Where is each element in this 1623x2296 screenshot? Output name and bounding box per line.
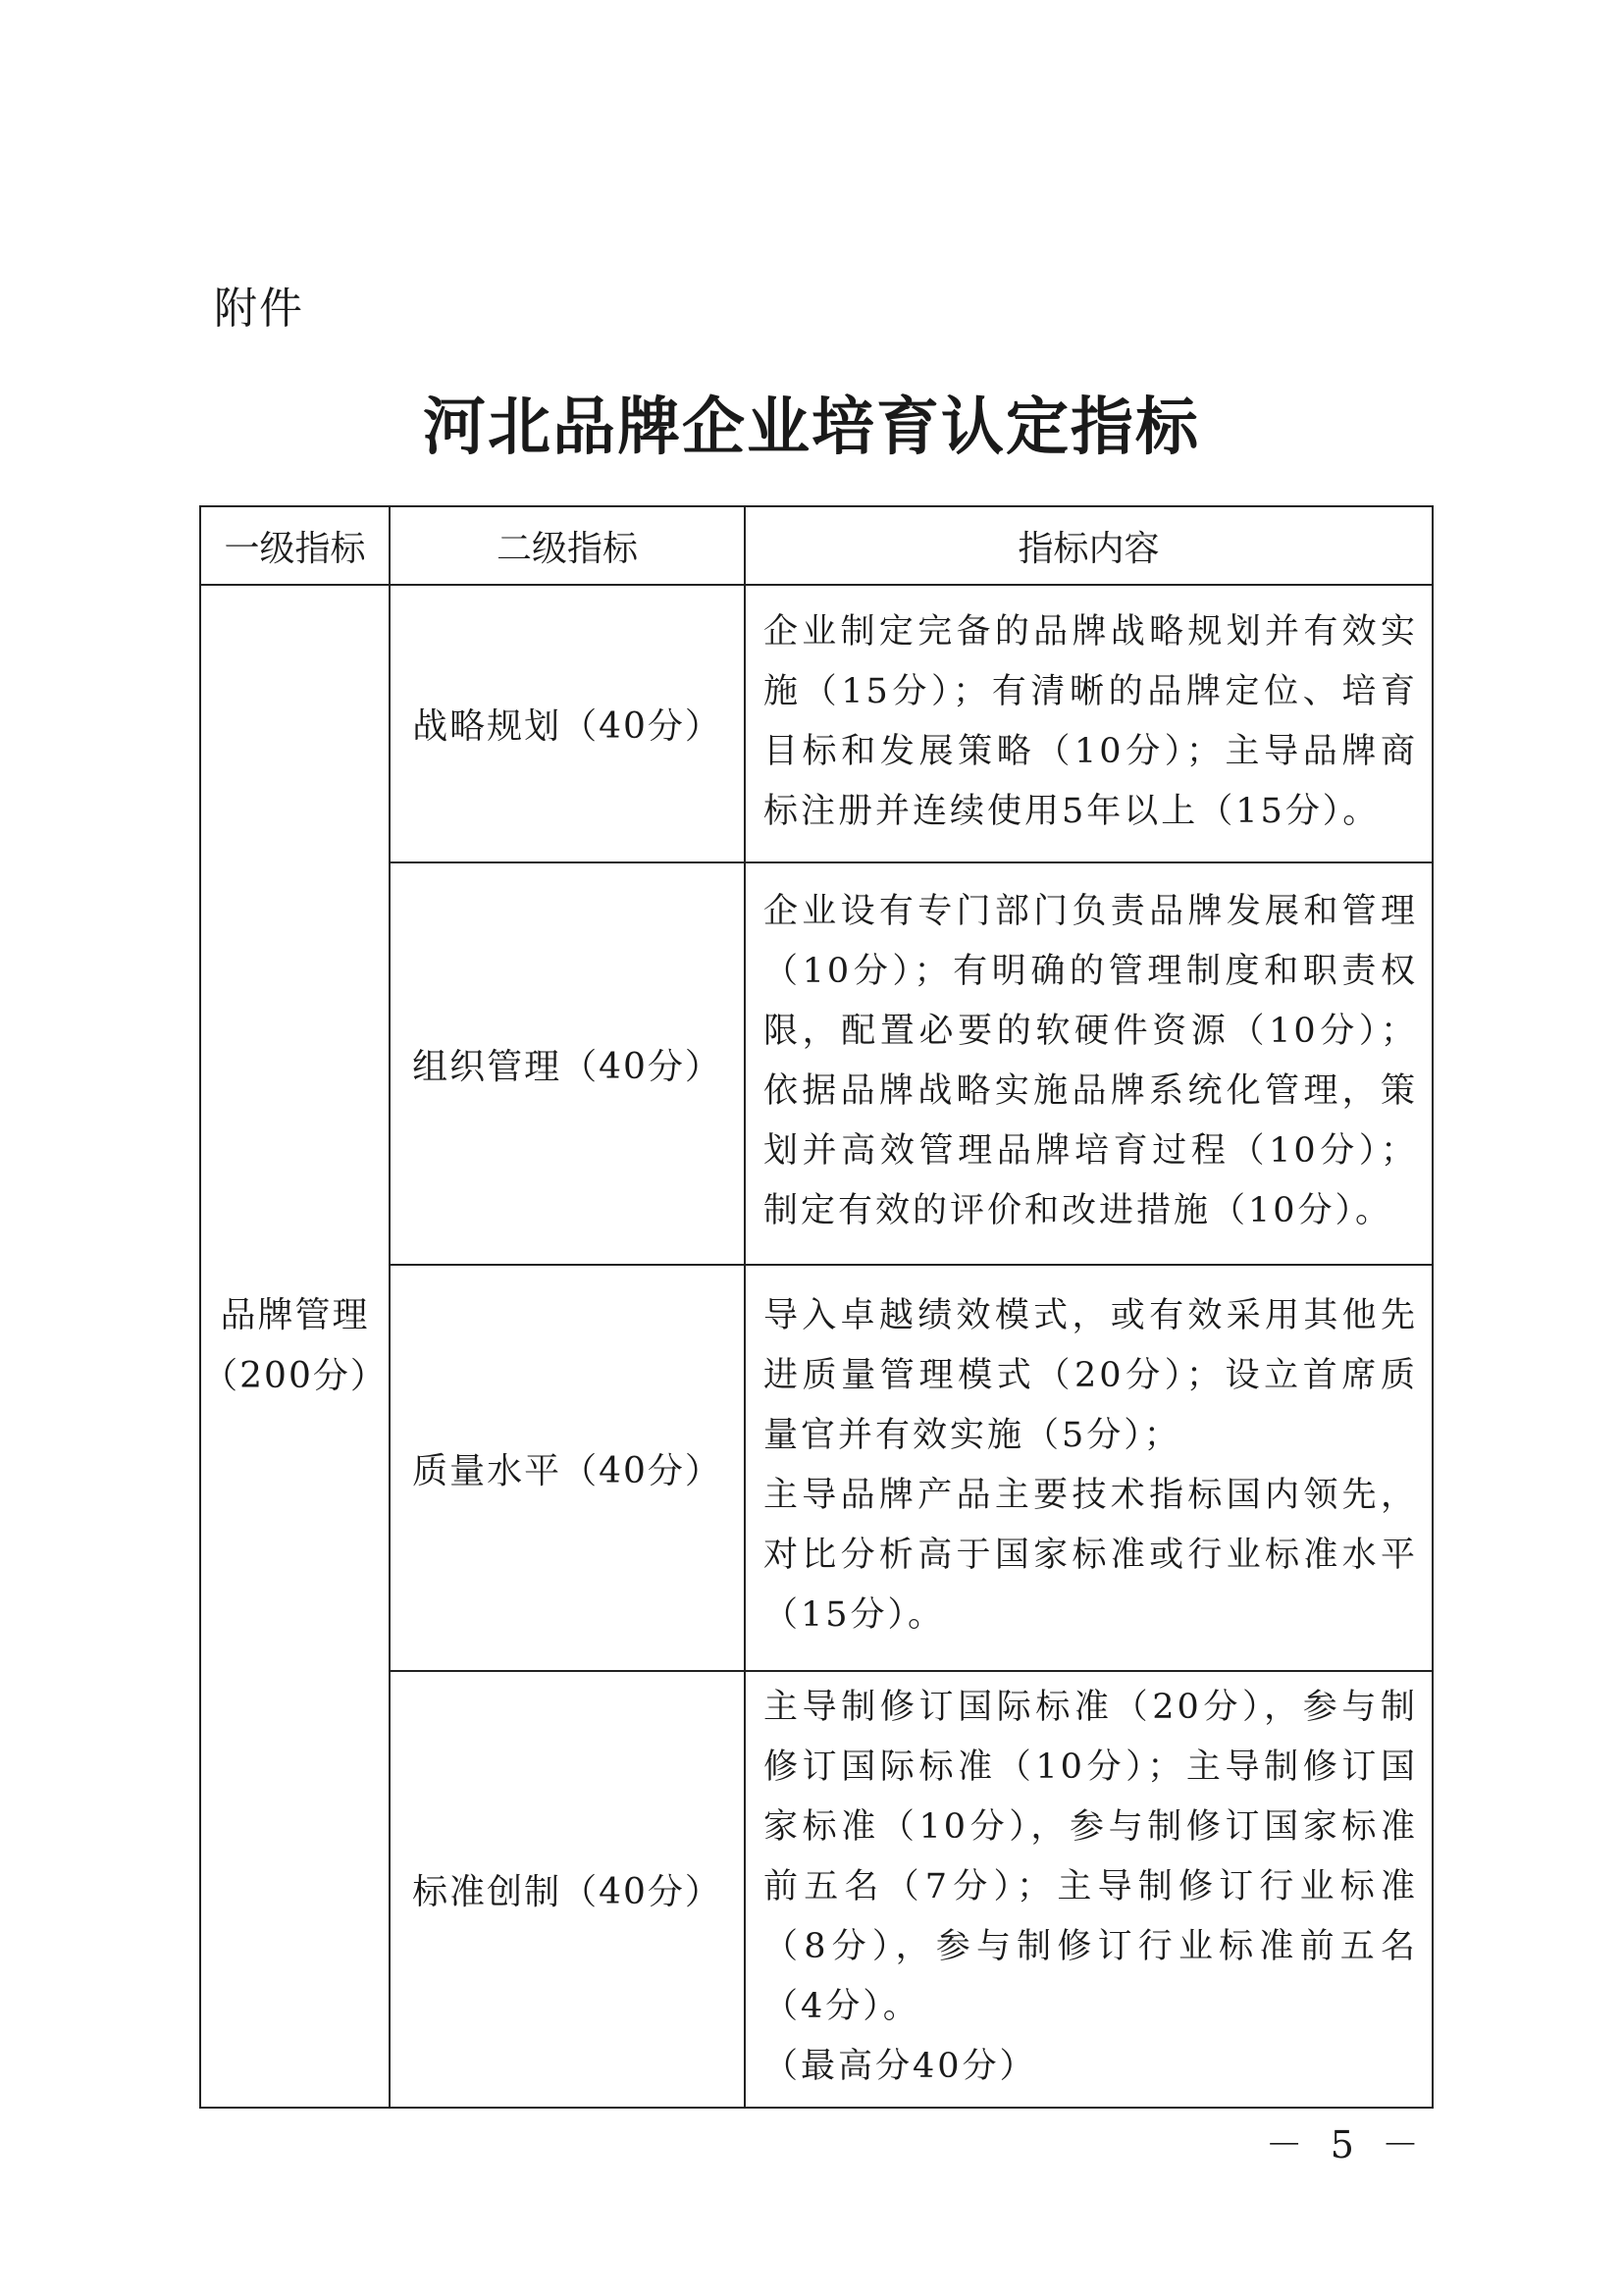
page-number: － 5 －: [1265, 2123, 1427, 2166]
indicator-table: [199, 505, 1434, 2109]
table-header-row: [200, 506, 1433, 585]
content-paragraph: 主导制修订国际标准（20分），参与制修订国际标准（10分）；主导制修订国家标准（10分），参与制修订国家标准前五名（7分）；主导制修订行业标准（8分），参与制修订行业标准前五名（4分）。: [763, 1688, 1418, 2026]
content-paragraph: 主导品牌产品主要技术指标国内领先，对比分析高于国家标准或行业标准水平（15分）。: [763, 1476, 1418, 1635]
content-paragraph: 企业制定完备的品牌战略规划并有效实施（15分）；有清晰的品牌定位、培育目标和发展策略（10分）；主导品牌商标注册并连续使用5年以上（15分）。: [763, 611, 1418, 831]
content-paragraph: 导入卓越绩效模式，或有效采用其他先进质量管理模式（20分）；设立首席质量官并有效实施（5分）；: [763, 1296, 1418, 1455]
level1-score: （200分）: [202, 1356, 388, 1396]
header-content: 指标内容: [745, 506, 1433, 585]
level1-cell: [200, 585, 390, 2108]
attachment-label: 附件: [214, 284, 304, 334]
content-cell: [745, 1671, 1433, 2108]
document-title: 河北品牌企业培育认定指标: [423, 391, 1200, 464]
level2-cell: 质量水平（40分）: [390, 1265, 745, 1671]
content-cell: [745, 862, 1433, 1265]
content-cell: [745, 1265, 1433, 1671]
level2-cell: 标准创制（40分）: [390, 1671, 745, 2108]
table-row: [200, 585, 1433, 862]
header-level1: 一级指标: [200, 506, 390, 585]
level2-cell: 战略规划（40分）: [390, 585, 745, 862]
content-paragraph: （最高分40分）: [763, 2047, 1037, 2086]
level2-cell: 组织管理（40分）: [390, 862, 745, 1265]
content-cell: [745, 585, 1433, 862]
content-paragraph: 企业设有专门部门负责品牌发展和管理（10分）；有明确的管理制度和职责权限，配置必要的软硬件资源（10分）；依据品牌战略实施品牌系统化管理，策划并高效管理品牌培育过程（10分）；制定有效的评价和改进措施（10分）。: [763, 892, 1418, 1230]
header-level2: 二级指标: [390, 506, 745, 585]
level1-name: 品牌管理: [220, 1295, 370, 1335]
